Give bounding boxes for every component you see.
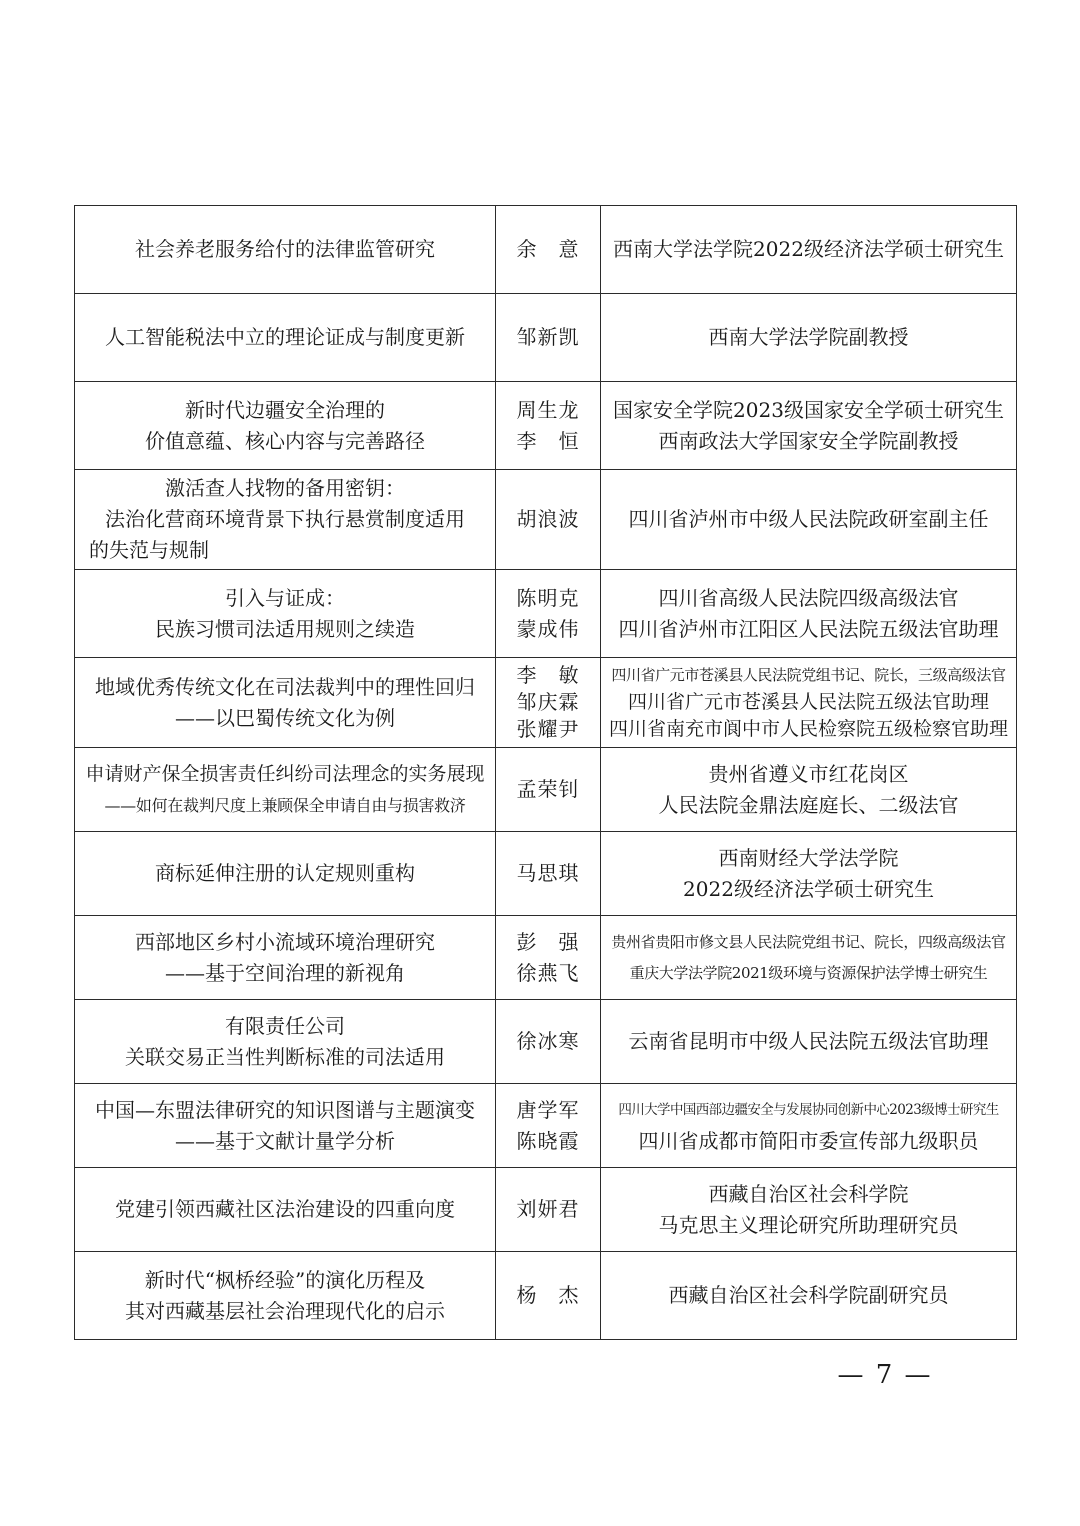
affiliation-cell [601, 658, 1017, 748]
paper-title-cell [75, 1000, 496, 1084]
author-cell [496, 832, 601, 916]
author-affiliation: 西藏自治区社会科学院副研究员 [668, 1283, 949, 1307]
author-affiliation: 四川省泸州市江阳区人民法院五级法官助理 [618, 616, 999, 641]
affiliation-cell [601, 382, 1017, 470]
author-affiliation: 贵州省贵阳市修文县人民法院党组书记、院长，四级高级法官 [611, 932, 1006, 951]
author-name: 李 恒 [516, 428, 580, 453]
author-affiliation: 马克思主义理论研究所助理研究员 [658, 1212, 959, 1237]
author-cell [496, 1252, 601, 1340]
paper-title-line: 的失范与规制 [89, 538, 209, 562]
paper-title-cell [75, 748, 496, 832]
table-row [75, 1252, 1017, 1340]
table-row [75, 1168, 1017, 1252]
author-affiliation: 重庆大学法学院2021级环境与资源保护法学博士研究生 [629, 963, 988, 982]
author-name: 胡浪波 [516, 507, 580, 531]
table-row [75, 658, 1017, 748]
affiliation-cell [601, 1252, 1017, 1340]
paper-title-line: ——以巴蜀传统文化为例 [175, 705, 395, 730]
author-affiliation: 四川省广元市苍溪县人民法院党组书记、院长，三级高级法官 [611, 666, 1006, 684]
affiliation-cell [601, 1000, 1017, 1084]
author-affiliation: 西藏自治区社会科学院 [708, 1181, 909, 1206]
author-cell [496, 570, 601, 658]
paper-title: 党建引领西藏社区法治建设的四重向度 [115, 1197, 455, 1221]
author-affiliation: 四川省泸州市中级人民法院政研室副主任 [628, 507, 989, 531]
paper-title-line: 申请财产保全损害责任纠纷司法理念的实务展现 [85, 762, 485, 785]
author-name: 李 敏 [516, 663, 580, 687]
paper-title: 商标延伸注册的认定规则重构 [155, 861, 415, 885]
author-affiliation: 西南政法大学国家安全学院副教授 [658, 428, 959, 453]
author-name: 徐燕飞 [516, 960, 580, 985]
author-affiliation: 国家安全学院2023级国家安全学硕士研究生 [613, 397, 1004, 422]
author-name: 周生龙 [516, 397, 580, 422]
paper-title-line: 中国—东盟法律研究的知识图谱与主题演变 [95, 1097, 475, 1122]
author-cell [496, 470, 601, 570]
author-cell [496, 1000, 601, 1084]
affiliation-cell [601, 832, 1017, 916]
table-row [75, 570, 1017, 658]
author-name: 余 意 [516, 237, 580, 261]
author-name: 张耀尹 [516, 717, 580, 741]
table-row [75, 832, 1017, 916]
table-row [75, 470, 1017, 570]
author-name: 陈明克 [516, 585, 580, 610]
table-row [75, 206, 1017, 294]
author-cell [496, 1084, 601, 1168]
paper-title-line: 引入与证成： [225, 585, 345, 610]
paper-title-cell [75, 1252, 496, 1340]
author-name: 邹新凯 [516, 325, 580, 349]
author-name: 马思琪 [516, 861, 580, 885]
paper-title-cell [75, 1084, 496, 1168]
author-cell [496, 294, 601, 382]
paper-award-table [74, 205, 1017, 1340]
affiliation-cell [601, 470, 1017, 570]
table-row [75, 1084, 1017, 1168]
author-affiliation: 四川省广元市苍溪县人民法院五级法官助理 [627, 691, 989, 713]
author-name: 孟荣钊 [516, 777, 580, 801]
affiliation-cell [601, 916, 1017, 1000]
table-row [75, 294, 1017, 382]
author-affiliation: 西南大学法学院副教授 [708, 325, 909, 349]
table-row [75, 916, 1017, 1000]
author-name: 陈晓霞 [516, 1128, 580, 1153]
paper-title-line: ——如何在裁判尺度上兼顾保全申请自由与损害救济 [104, 795, 466, 815]
author-affiliation: 四川省高级人民法院四级高级法官 [658, 585, 959, 610]
author-cell [496, 1168, 601, 1252]
paper-title-cell [75, 658, 496, 748]
paper-title-line: ——基于文献计量学分析 [175, 1128, 395, 1153]
author-cell [496, 748, 601, 832]
table-row [75, 1000, 1017, 1084]
paper-title-line: 有限责任公司 [225, 1013, 345, 1038]
author-name: 邹庆霖 [516, 690, 580, 714]
paper-title-line: 新时代边疆安全治理的 [185, 397, 385, 422]
author-cell [496, 382, 601, 470]
author-affiliation: 西南财经大学法学院 [718, 845, 899, 870]
paper-title-line: 地域优秀传统文化在司法裁判中的理性回归 [95, 674, 475, 699]
paper-title-line: 法治化营商环境背景下执行悬赏制度适用 [105, 507, 465, 531]
paper-title-line: ——基于空间治理的新视角 [165, 960, 405, 985]
paper-title-line: 价值意蕴、核心内容与完善路径 [145, 428, 425, 453]
paper-title-cell [75, 206, 496, 294]
author-affiliation: 四川省南充市阆中市人民检察院五级检察官助理 [608, 718, 1008, 740]
author-name: 杨 杰 [516, 1283, 580, 1307]
affiliation-cell [601, 1084, 1017, 1168]
affiliation-cell [601, 748, 1017, 832]
paper-title-line: 激活查人找物的备用密钥： [165, 476, 405, 500]
author-affiliation: 2022级经济法学硕士研究生 [683, 876, 934, 901]
affiliation-cell [601, 206, 1017, 294]
paper-title-line: 关联交易正当性判断标准的司法适用 [125, 1044, 445, 1069]
paper-title-cell [75, 470, 496, 570]
author-name: 唐学军 [516, 1097, 580, 1122]
author-affiliation: 云南省昆明市中级人民法院五级法官助理 [628, 1029, 989, 1053]
author-affiliation: 四川省成都市简阳市委宣传部九级职员 [638, 1128, 979, 1153]
table-row [75, 748, 1017, 832]
affiliation-cell [601, 570, 1017, 658]
paper-title-line: 新时代“枫桥经验”的演化历程及 [144, 1267, 426, 1292]
author-name: 蒙成伟 [516, 616, 580, 641]
author-name: 彭 强 [516, 929, 580, 954]
table-row [75, 382, 1017, 470]
paper-title-cell [75, 294, 496, 382]
affiliation-cell [601, 1168, 1017, 1252]
author-cell [496, 206, 601, 294]
author-cell [496, 658, 601, 748]
paper-title: 社会养老服务给付的法律监管研究 [135, 237, 435, 261]
paper-title-line: 西部地区乡村小流域环境治理研究 [135, 929, 435, 954]
author-affiliation: 西南大学法学院2022级经济法学硕士研究生 [613, 237, 1004, 261]
paper-title-cell [75, 1168, 496, 1252]
paper-title-cell [75, 382, 496, 470]
affiliation-cell [601, 294, 1017, 382]
author-affiliation: 贵州省遵义市红花岗区 [708, 761, 909, 786]
author-name: 徐冰寒 [516, 1029, 580, 1053]
paper-title: 人工智能税法中立的理论证成与制度更新 [105, 325, 465, 349]
page-number: — 7 — [837, 1360, 933, 1390]
author-affiliation: 人民法院金鼎法庭庭长、二级法官 [658, 792, 959, 817]
paper-title-cell [75, 570, 496, 658]
paper-title-cell [75, 916, 496, 1000]
author-name: 刘妍君 [516, 1197, 580, 1221]
paper-title-cell [75, 832, 496, 916]
author-affiliation: 四川大学中国西部边疆安全与发展协同创新中心2023级博士研究生 [618, 1101, 999, 1118]
author-cell [496, 916, 601, 1000]
paper-title-line: 其对西藏基层社会治理现代化的启示 [125, 1298, 445, 1323]
paper-title-line: 民族习惯司法适用规则之续造 [155, 616, 415, 641]
